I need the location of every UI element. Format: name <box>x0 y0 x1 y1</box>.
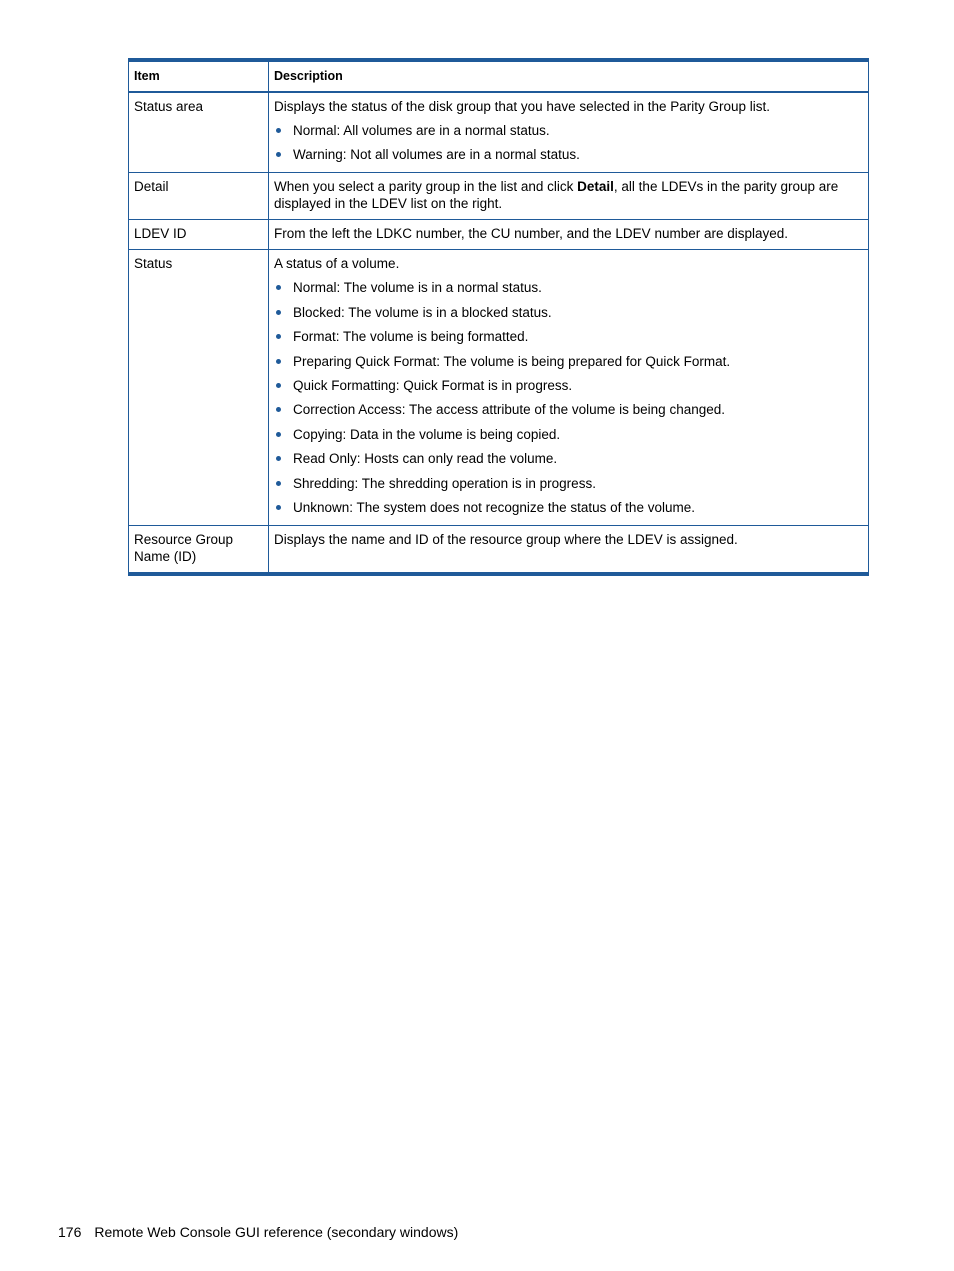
bullet-item <box>274 304 863 321</box>
bullet-icon <box>276 432 281 437</box>
bullet-item <box>274 401 863 418</box>
table-row-resource-group <box>129 525 869 574</box>
description-text: Displays the status of the disk group that you have selected in the Parity Group list. <box>274 99 771 114</box>
page-number: 176 <box>58 1224 82 1240</box>
bullet-icon <box>276 505 281 510</box>
table-row-status-area <box>129 92 869 173</box>
table-row-status <box>129 250 869 526</box>
description-text <box>274 178 863 212</box>
bullet-text: Correction Access: The access attribute of the volume is being changed. <box>293 402 725 418</box>
bullet-icon <box>276 456 281 461</box>
bullet-text: Normal: The volume is in a normal status. <box>293 280 542 296</box>
description-text: From the left the LDKC number, the CU number, and the LDEV number are displayed. <box>274 226 789 242</box>
bullet-list <box>274 279 863 516</box>
item-cell: Resource Group Name (ID) <box>129 525 269 574</box>
bullet-item <box>274 353 863 370</box>
bullet-text: Unknown: The system does not recognize the status of the volume. <box>293 499 695 515</box>
bullet-item <box>274 499 863 516</box>
item-cell: Status <box>129 250 269 526</box>
bullet-item <box>274 122 863 139</box>
bullet-item <box>274 475 863 492</box>
bullet-icon <box>276 407 281 412</box>
bullet-item <box>274 426 863 443</box>
page-footer <box>58 1223 458 1241</box>
bullet-text: Preparing Quick Format: The volume is being prepared for Quick Format. <box>293 353 731 369</box>
bullet-item <box>274 146 863 163</box>
description-cell <box>269 92 869 173</box>
description-text: Displays the name and ID of the resource group where the LDEV is assigned. <box>274 531 738 547</box>
detail-button-reference: Detail <box>577 179 614 195</box>
item-cell: Status area <box>129 92 269 173</box>
bullet-icon <box>276 128 281 133</box>
reference-table <box>128 58 869 576</box>
item-cell: LDEV ID <box>129 220 269 250</box>
description-cell <box>269 250 869 526</box>
bullet-icon <box>276 334 281 339</box>
bullet-item <box>274 377 863 394</box>
bullet-icon <box>276 152 281 157</box>
bullet-text: Warning: Not all volumes are in a normal status. <box>293 147 580 163</box>
column-header-description: Description <box>269 60 869 92</box>
table-header-row <box>129 60 869 92</box>
description-text-part: , all the LDEVs in the parity group are displayed in the LDEV list on the right. <box>274 179 839 212</box>
bullet-item <box>274 279 863 296</box>
bullet-icon <box>276 359 281 364</box>
bullet-text: Blocked: The volume is in a blocked status. <box>293 304 552 320</box>
bullet-list <box>274 122 863 163</box>
bullet-text: Quick Formatting: Quick Format is in progress. <box>293 377 573 393</box>
bullet-icon <box>276 383 281 388</box>
bullet-text: Format: The volume is being formatted. <box>293 329 529 345</box>
item-cell: Detail <box>129 173 269 220</box>
table-row-ldev-id <box>129 220 869 250</box>
bullet-item <box>274 450 863 467</box>
bullet-icon <box>276 285 281 290</box>
bullet-text: Read Only: Hosts can only read the volume. <box>293 451 558 467</box>
section-title: Remote Web Console GUI reference (secondary windows) <box>94 1224 459 1240</box>
table-row-detail <box>129 173 869 220</box>
bullet-icon <box>276 481 281 486</box>
bullet-icon <box>276 310 281 315</box>
bullet-item <box>274 328 863 345</box>
description-text: A status of a volume. <box>274 256 400 272</box>
column-header-item: Item <box>129 60 269 92</box>
description-text-part: When you select a parity group in the list and click <box>274 179 578 195</box>
description-cell <box>269 220 869 250</box>
description-cell <box>269 173 869 220</box>
description-cell <box>269 525 869 574</box>
bullet-text: Copying: Data in the volume is being copied. <box>293 426 561 442</box>
bullet-text: Shredding: The shredding operation is in progress. <box>293 475 596 491</box>
bullet-text: Normal: All volumes are in a normal status. <box>293 123 550 138</box>
